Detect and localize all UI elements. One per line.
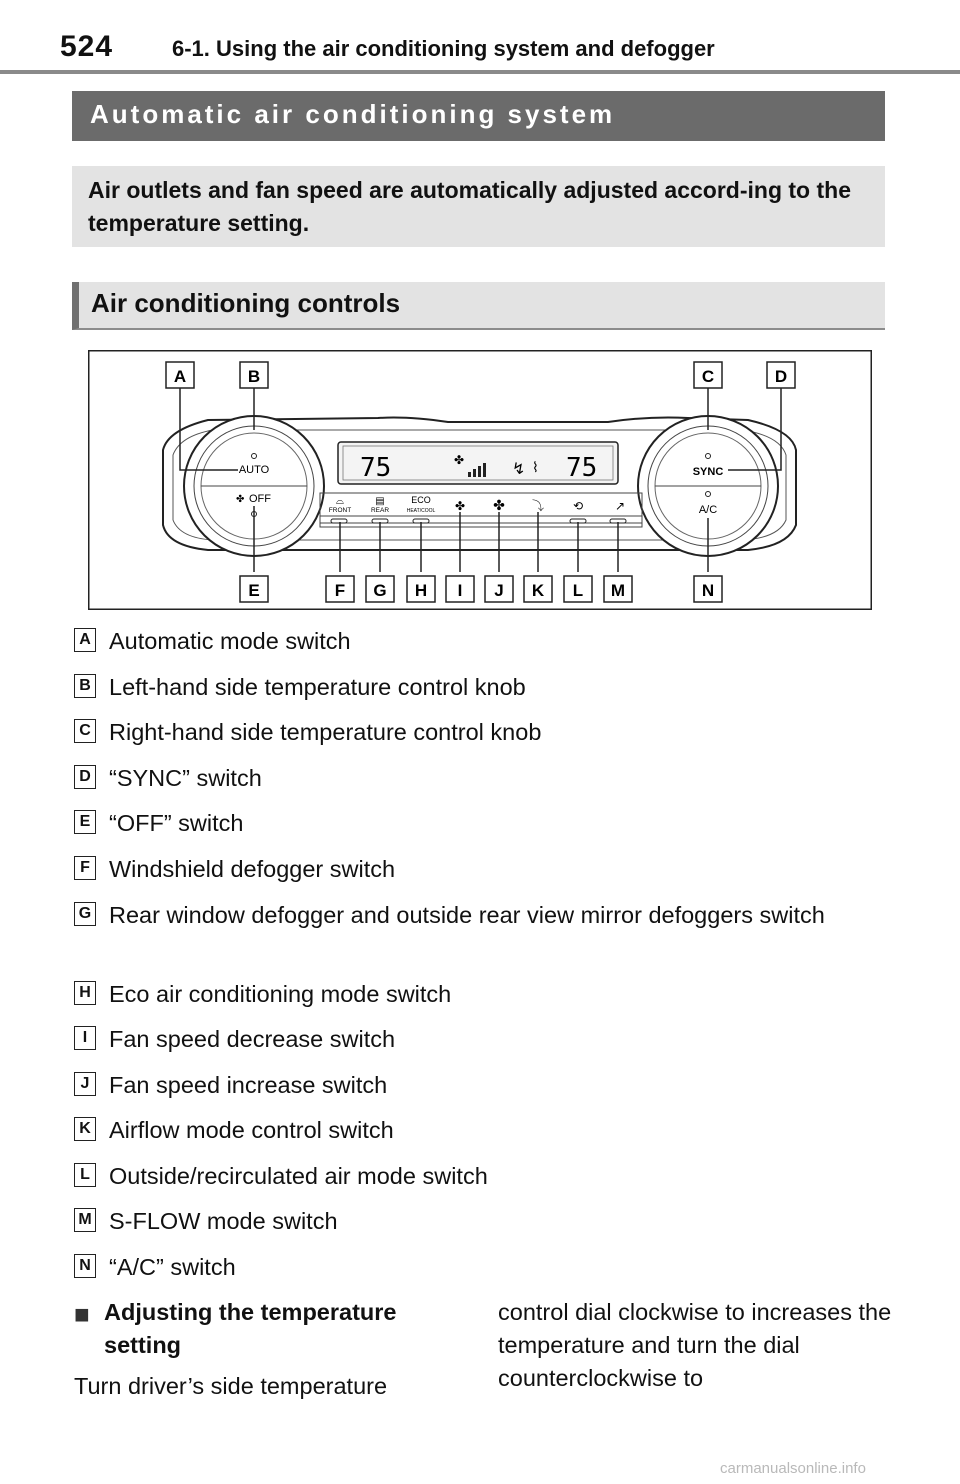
- item-text: “OFF” switch: [109, 810, 244, 836]
- recirculate-icon: ⟲: [572, 499, 584, 513]
- item-text: “A/C” switch: [109, 1254, 236, 1280]
- callout-l: L: [572, 581, 584, 600]
- section-header-title: 6-1. Using the air conditioning system and defogger: [172, 36, 715, 61]
- item-text: Automatic mode switch: [109, 628, 351, 654]
- item-letter-badge: G: [74, 902, 96, 926]
- bullet-square-icon: ■: [74, 1299, 90, 1329]
- item-letter-badge: J: [74, 1072, 96, 1096]
- callout-b: B: [247, 367, 261, 386]
- intro-box: [72, 166, 885, 247]
- header-divider: [0, 70, 960, 74]
- control-panel-illustration: [88, 350, 872, 610]
- callout-h: H: [414, 581, 428, 600]
- ac-knob-label: A/C: [698, 504, 718, 516]
- item-letter-badge: B: [74, 674, 96, 698]
- section-band: [72, 91, 885, 141]
- s-flow-icon: ↗: [614, 499, 626, 513]
- callout-d: D: [774, 367, 788, 386]
- eco-button-label: ECO: [411, 495, 431, 505]
- airflow-mode-icon: ⤵: [531, 499, 545, 513]
- item-letter-badge: M: [74, 1208, 96, 1232]
- item-letter-badge: D: [74, 765, 96, 789]
- callout-g: G: [373, 581, 387, 600]
- item-text: Windshield defogger switch: [109, 856, 396, 882]
- watermark: carmanualsonline.info: [720, 1460, 866, 1477]
- callout-n: N: [701, 581, 715, 600]
- item-text: Outside/recirculated air mode switch: [109, 1163, 488, 1189]
- callout-m: M: [610, 581, 626, 600]
- item-letter-badge: E: [74, 810, 96, 834]
- left-temp-readout: 75: [360, 453, 392, 483]
- item-text: “SYNC” switch: [109, 765, 262, 791]
- adjusting-heading: Adjusting the temperature setting: [104, 1299, 397, 1358]
- fan-icon: ✤: [236, 494, 245, 505]
- item-letter-badge: C: [74, 719, 96, 743]
- callout-j: J: [494, 581, 504, 600]
- front-button-label: FRONT: [328, 507, 352, 514]
- item-text: Right-hand side temperature control knob: [109, 719, 542, 745]
- callout-c: C: [701, 367, 715, 386]
- item-text: S-FLOW mode switch: [109, 1208, 338, 1234]
- subsection-heading: [72, 282, 885, 330]
- subsection-title: Air conditioning controls: [91, 288, 401, 318]
- rear-defog-icon: ▤: [375, 496, 385, 507]
- callout-a: A: [173, 367, 187, 386]
- adjusting-text-right: control dial clockwise to increases the temperature and turn the dial counterclockwise to: [498, 1299, 892, 1391]
- auto-knob-label: AUTO: [238, 464, 270, 476]
- item-text: Airflow mode control switch: [109, 1117, 394, 1143]
- control-panel-figure: [88, 350, 872, 610]
- item-letter-badge: A: [74, 628, 96, 652]
- item-letter-badge: I: [74, 1026, 96, 1050]
- callout-e: E: [248, 581, 260, 600]
- page-number: 524: [60, 30, 114, 63]
- item-text: Eco air conditioning mode switch: [109, 981, 452, 1007]
- windshield-defog-icon: ⌓: [336, 496, 344, 507]
- callout-i: I: [457, 581, 463, 600]
- rear-button-label: REAR: [370, 507, 390, 514]
- section-band-title: Automatic air conditioning system: [90, 99, 616, 129]
- adjusting-text-left: Turn driver’s side temperature: [74, 1373, 388, 1399]
- item-text: Fan speed decrease switch: [109, 1026, 396, 1052]
- svg-text:✤: ✤: [454, 453, 465, 467]
- off-knob-label: OFF: [249, 493, 271, 505]
- item-letter-badge: L: [74, 1163, 96, 1187]
- eco-sub-label: HEAT/COOL: [406, 508, 436, 514]
- item-text: Left-hand side temperature control knob: [109, 674, 526, 700]
- item-letter-badge: F: [74, 856, 96, 880]
- intro-text: Air outlets and fan speed are automatically adjusted accord-ing to the temperature setting.: [88, 177, 851, 236]
- sync-knob-label: SYNC: [692, 466, 724, 478]
- item-letter-badge: H: [74, 981, 96, 1005]
- airflow-icon: ↯: [512, 459, 526, 478]
- item-text: Fan speed increase switch: [109, 1072, 388, 1098]
- item-text: Rear window defogger and outside rear view mirror defoggers switch: [109, 902, 825, 928]
- fan-decrease-icon: ✤: [454, 499, 466, 513]
- item-letter-badge: N: [74, 1254, 96, 1278]
- callout-f: F: [334, 581, 346, 600]
- item-letter-badge: K: [74, 1117, 96, 1141]
- seat-airflow-icon: ⌇: [532, 460, 539, 476]
- right-temp-readout: 75: [566, 453, 598, 483]
- fan-increase-icon: ✤: [493, 498, 505, 514]
- callout-k: K: [531, 581, 545, 600]
